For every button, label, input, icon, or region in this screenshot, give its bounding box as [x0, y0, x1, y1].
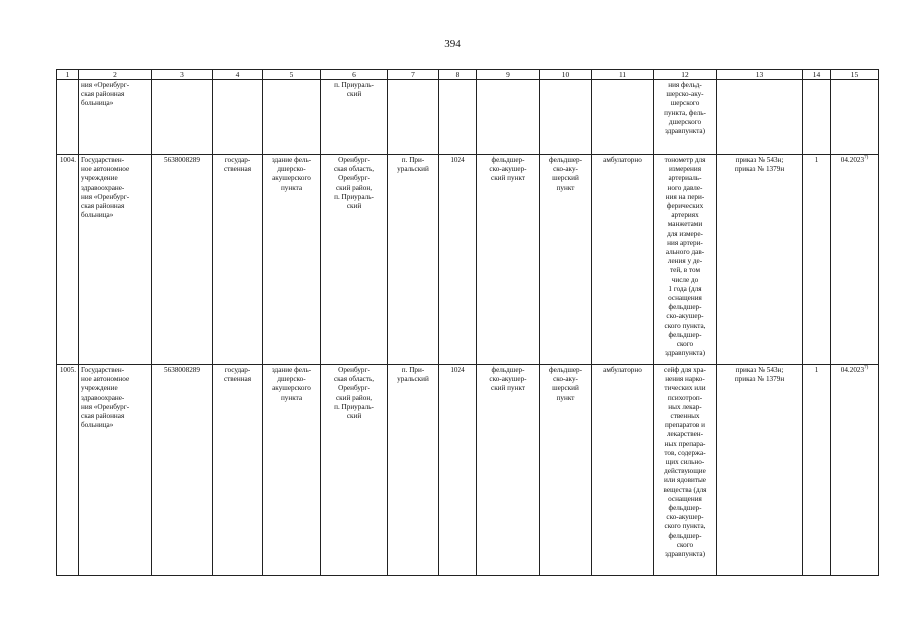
table-row [57, 365, 879, 576]
unit [540, 80, 592, 155]
orders: приказ № 543н; приказ № 1379н [717, 365, 803, 576]
organization-name: Государствен- ное автономное учреждение здравоохране- ния «Оренбург- ская районная больница» [79, 365, 152, 576]
column-number: 9 [477, 70, 540, 80]
address: Оренбург- ская область, Оренбург- ский район, п. Приураль- ский [321, 155, 388, 365]
ownership-form: государ- ственная [213, 365, 263, 576]
date-value: 04.2023 [840, 366, 865, 374]
equipment: ния фельд- шерско-аку- шерского пункта, фель- дшерского здравпункта) [654, 80, 717, 155]
organization-name: Государствен- ное автономное учреждение здравоохране- ния «Оренбург- ская районная больница» [79, 155, 152, 365]
row-number: 1005. [57, 365, 79, 576]
column-number: 1 [57, 70, 79, 80]
population [439, 80, 477, 155]
column-number: 14 [803, 70, 831, 80]
column-number-row [57, 70, 879, 80]
quantity: 1 [803, 155, 831, 365]
page-number: 394 [444, 38, 461, 50]
column-number: 6 [321, 70, 388, 80]
column-number: 2 [79, 70, 152, 80]
column-number: 12 [654, 70, 717, 80]
address: п. Приураль- ский [321, 80, 388, 155]
ownership-form [213, 80, 263, 155]
equipment: сейф для хра- нения нарко- тических или психотроп- ных лекар- ственных препаратов и лекарствен- ных препара- тов, содержа- щих сильно- действующие или ядовитые вещества (для оснащения фельдшер- ско-акушер- ского пункта, фельдшер- ского здравпункта) [654, 365, 717, 576]
orders: приказ № 543н; приказ № 1379н [717, 155, 803, 365]
column-number: 4 [213, 70, 263, 80]
inn: 5638008289 [152, 365, 213, 576]
row-number: 1004. [57, 155, 79, 365]
registry-table [56, 69, 879, 576]
care-conditions [592, 80, 654, 155]
building [263, 80, 321, 155]
date [831, 80, 879, 155]
column-number: 11 [592, 70, 654, 80]
ownership-form: государ- ственная [213, 155, 263, 365]
date [831, 155, 879, 365]
population: 1024 [439, 365, 477, 576]
table-row [57, 155, 879, 365]
population: 1024 [439, 155, 477, 365]
settlement: п. При- уральский [388, 365, 439, 576]
care-conditions: амбулаторно [592, 365, 654, 576]
organization-name: ния «Оренбург- ская районная больница» [79, 80, 152, 155]
column-number: 13 [717, 70, 803, 80]
date [831, 365, 879, 576]
unit: фельдшер- ско-аку- шерский пункт [540, 155, 592, 365]
column-number: 7 [388, 70, 439, 80]
settlement [388, 80, 439, 155]
column-number: 3 [152, 70, 213, 80]
facility-type: фельдшер- ско-акушер- ский пункт [477, 365, 540, 576]
footnote-mark: 7) [864, 365, 869, 371]
orders [717, 80, 803, 155]
column-number: 10 [540, 70, 592, 80]
footnote-mark: 7) [864, 155, 869, 161]
inn [152, 80, 213, 155]
quantity [803, 80, 831, 155]
facility-type [477, 80, 540, 155]
date-value: 04.2023 [840, 156, 865, 164]
equipment: тонометр для измерения артериаль- ного давле- ния на пери- ферических артериях манжетами для измере- ния артери- ального дав- ления у де- тей, в том числе до 1 года (для оснащения фельдшер- ско-акушер- ского пункта, фельдшер- ского здравпункта) [654, 155, 717, 365]
address: Оренбург- ская область, Оренбург- ский район, п. Приураль- ский [321, 365, 388, 576]
care-conditions: амбулаторно [592, 155, 654, 365]
quantity: 1 [803, 365, 831, 576]
inn: 5638008289 [152, 155, 213, 365]
settlement: п. При- уральский [388, 155, 439, 365]
column-number: 5 [263, 70, 321, 80]
column-number: 8 [439, 70, 477, 80]
table-row [57, 80, 879, 155]
facility-type: фельдшер- ско-акушер- ский пункт [477, 155, 540, 365]
building: здание фель- дшерско- акушерского пункта [263, 365, 321, 576]
unit: фельдшер- ско-аку- шерский пункт [540, 365, 592, 576]
building: здание фель- дшерско- акушерского пункта [263, 155, 321, 365]
column-number: 15 [831, 70, 879, 80]
row-number [57, 80, 79, 155]
